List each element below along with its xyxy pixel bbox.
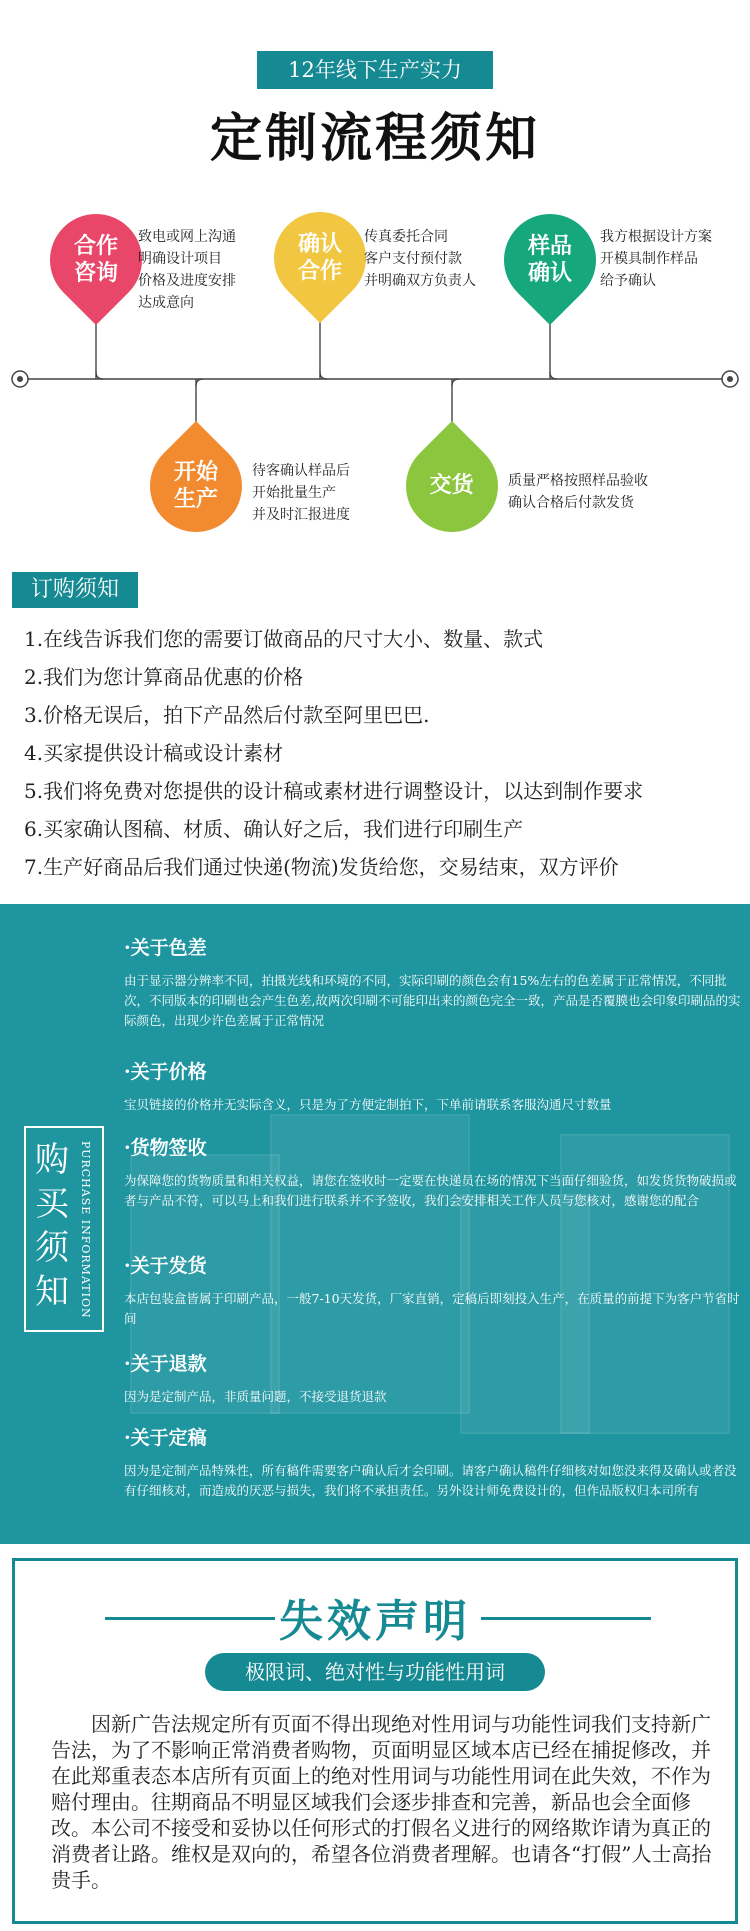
order-steps-list: [24, 620, 744, 886]
step-consult-desc: 致电或网上沟通 明确设计项目 价格及进度安排 达成意向: [138, 229, 236, 311]
info-color-difference: [124, 935, 744, 1031]
step-delivery-label: 交货: [429, 472, 474, 499]
disclaimer-subtitle: 极限词、绝对性与功能性用词: [205, 1653, 545, 1691]
info-shipping: [124, 1253, 744, 1329]
info-item-text: 由于显示器分辨率不同，拍摄光线和环境的不同，实际印刷的颜色会有15%左右的色差属于正常情况，不同批次，不同版本的印刷也会产生色差,故两次印刷不可能印出来的颜色完全一致，产品是否覆膜也会印象印刷品的实际颜色，出现少许色差属于正常情况: [124, 973, 741, 1028]
step-delivery-desc: 质量严格按照样品验收 确认合格后付款发货: [508, 473, 648, 511]
info-refund: [124, 1351, 744, 1407]
info-item-text: 本店包装盒皆属于印刷产品，一般7-10天发货，厂家直销，定稿后即刻投入生产，在质量的前提下为客户节省时间: [124, 1291, 740, 1326]
info-final-draft: [124, 1425, 744, 1501]
step-confirm-desc: 传真委托合同 客户支付预付款 并明确双方负责人: [364, 229, 476, 289]
info-item-text: 因为是定制产品特殊性，所有稿件需要客户确认后才会印刷。请客户确认稿件仔细核对如您没来得及确认或者没有仔细核对，而造成的厌恶与损失，我们将不承担责任。另外设计师免费设计的，但作品版权归本司所有: [124, 1463, 737, 1498]
step-confirm-label: 确认 合作: [297, 231, 342, 284]
disclaimer-box: [12, 1558, 738, 1924]
info-item-text: 宝贝链接的价格并无实际含义，只是为了方便定制拍下，下单前请联系客服沟通尺寸数量: [124, 1097, 612, 1112]
step-sample-label: 样品 确认: [527, 233, 572, 286]
info-item-text: 因为是定制产品，非质量问题，不接受退货退款: [124, 1389, 387, 1404]
order-step: 7.生产好商品后我们通过快递(物流)发货给您，交易结束，双方评价: [24, 855, 619, 879]
purchase-info-title-en: PURCHASE INFORMATION: [79, 1141, 92, 1319]
order-step: 1.在线告诉我们您的需要订做商品的尺寸大小、数量、款式: [24, 627, 544, 651]
disclaimer-title: 失效声明: [279, 1596, 471, 1647]
step-sample-desc: 我方根据设计方案 开模具制作样品 给予确认: [600, 229, 712, 289]
step-production-desc: 待客确认样品后 开始批量生产 并及时汇报进度: [252, 463, 350, 523]
purchase-info-section: [0, 904, 750, 1544]
step-consult-label: 合作 咨询: [73, 233, 118, 286]
info-item-title: ·关于定稿: [124, 1427, 207, 1449]
info-item-title: ·关于色差: [124, 937, 207, 959]
info-item-title: ·关于退款: [124, 1353, 207, 1375]
info-price: [124, 1059, 744, 1115]
disclaimer-body: 因新广告法规定所有页面不得出现绝对性用词与功能性词我们支持新广告法，为了不影响正常消费者购物，页面明显区域本店已经在捕捉修改，并在此郑重表态本店所有页面上的绝对性用词与功能性用词在此失效，不作为赔付理由。往期商品不明显区域我们会逐步排查和完善，新品也会全面修改。本公司不接受和妥协以任何形式的打假名义进行的网络欺诈请为真正的消费者让路。维权是双向的，希望各位消费者理解。也请各“打假”人士高抬贵手。: [51, 1712, 712, 1892]
order-step: 2.我们为您计算商品优惠的价格: [24, 665, 304, 689]
info-item-title: ·关于发货: [124, 1255, 207, 1277]
order-heading: 订购须知: [12, 572, 138, 608]
production-tag: 12年线下生产实力: [257, 51, 493, 89]
info-item-title: ·货物签收: [124, 1137, 207, 1159]
step-production-label: 开始 生产: [173, 459, 218, 512]
order-step: 6.买家确认图稿、材质、确认好之后，我们进行印刷生产: [24, 817, 524, 841]
order-step: 5.我们将免费对您提供的设计稿或素材进行调整设计，以达到制作要求: [24, 779, 644, 803]
purchase-info-title: 购买须知: [35, 1140, 69, 1312]
info-goods-receipt: [124, 1135, 744, 1211]
page-title: 定制流程须知: [209, 108, 540, 169]
info-item-title: ·关于价格: [124, 1061, 207, 1083]
purchase-info-title-box: [24, 1126, 104, 1332]
order-step: 3.价格无误后，拍下产品然后付款至阿里巴巴.: [24, 703, 430, 727]
info-item-text: 为保障您的货物质量和相关权益，请您在签收时一定要在快递员在场的情况下当面仔细验货，如发货货物破损或者与产品不符，可以马上和我们进行联系并不予签收，我们会安排相关工作人员与您核对，感谢您的配合: [124, 1173, 737, 1208]
order-step: 4.买家提供设计稿或设计素材: [24, 741, 284, 765]
